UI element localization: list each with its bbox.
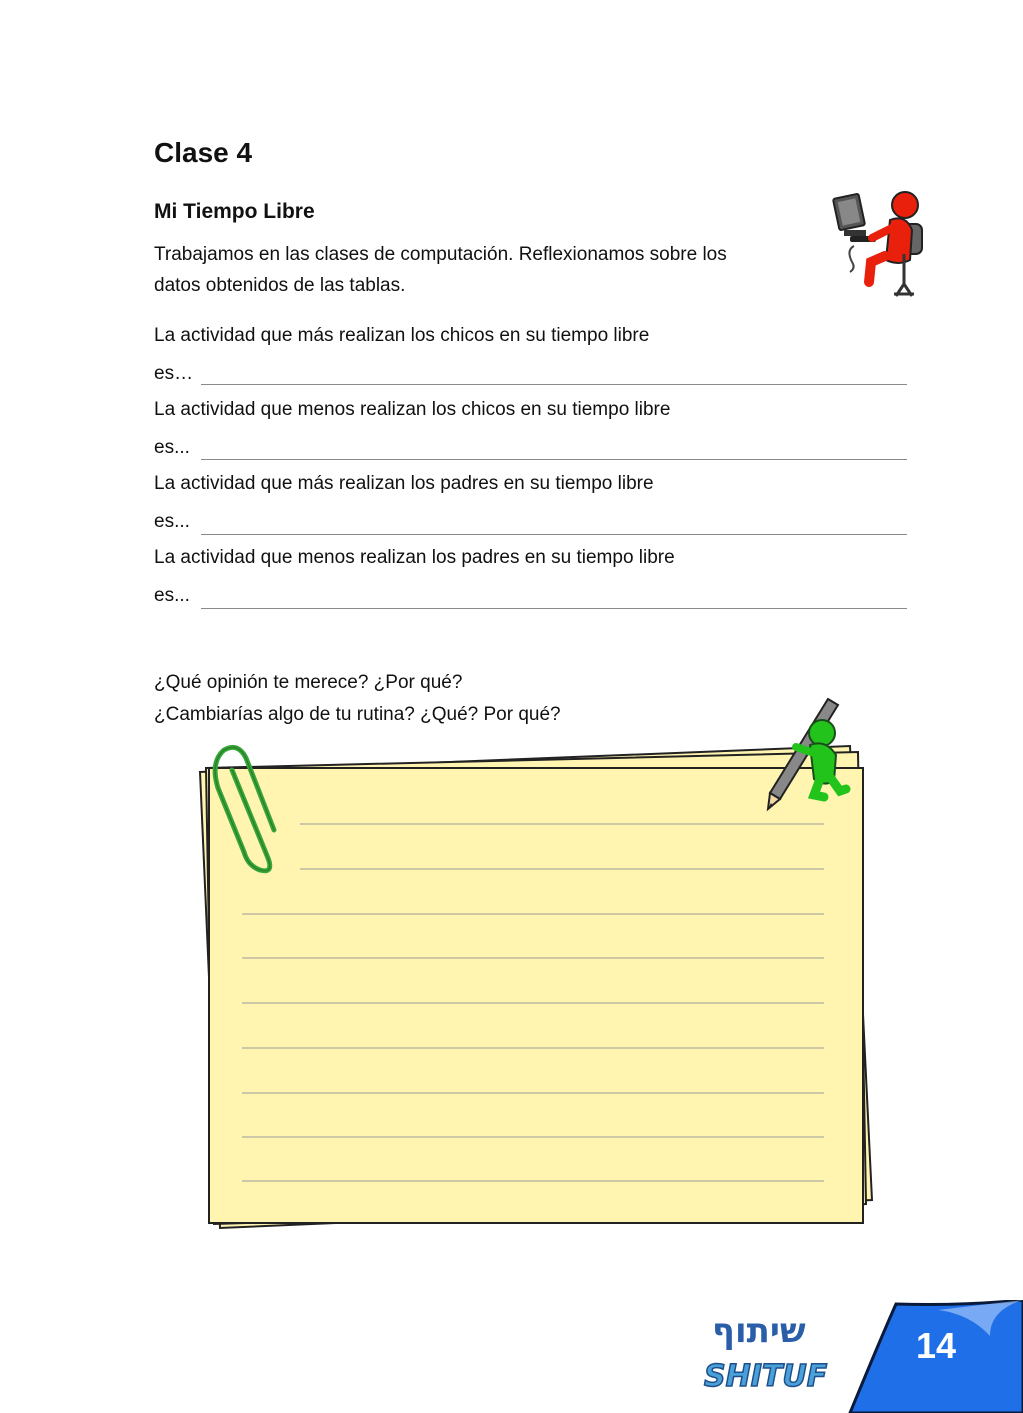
shituf-logo (700, 1300, 830, 1400)
question-1-prefix: es… (154, 363, 194, 384)
question-4-prefix: es... (154, 585, 190, 606)
answer-line-1[interactable] (201, 384, 907, 385)
person-with-pencil-icon (760, 695, 860, 815)
question-3-text: La actividad que más realizan los padres en su tiempo libre (154, 473, 654, 494)
reflection-line-1: ¿Qué opinión te merece? ¿Por qué? (154, 672, 463, 693)
paperclip-icon (210, 740, 290, 880)
answer-line-4[interactable] (201, 608, 907, 609)
section-title: Mi Tiempo Libre (154, 200, 315, 223)
page-title: Clase 4 (154, 137, 253, 168)
question-2-prefix: es... (154, 437, 190, 458)
question-4-text: La actividad que menos realizan los padres en su tiempo libre (154, 547, 675, 568)
intro-paragraph (154, 239, 814, 301)
question-2-text: La actividad que menos realizan los chicos en su tiempo libre (154, 399, 671, 420)
logo-latin-text: SHITUF (704, 1359, 828, 1394)
question-3-prefix: es... (154, 511, 190, 532)
person-at-computer-icon (830, 188, 930, 300)
page-number: 14 (915, 1325, 957, 1366)
answer-line-3[interactable] (201, 534, 907, 535)
intro-line-2: datos obtenidos de las tablas. (154, 275, 406, 296)
reflection-line-2: ¿Cambiarías algo de tu rutina? ¿Qué? Por qué? (154, 704, 561, 725)
intro-line-1: Trabajamos en las clases de computación. Reflexionamos sobre los (154, 244, 727, 265)
logo-hebrew-text: שיתוף (712, 1311, 806, 1351)
question-1-text: La actividad que más realizan los chicos en su tiempo libre (154, 325, 650, 346)
answer-line-2[interactable] (201, 459, 907, 460)
